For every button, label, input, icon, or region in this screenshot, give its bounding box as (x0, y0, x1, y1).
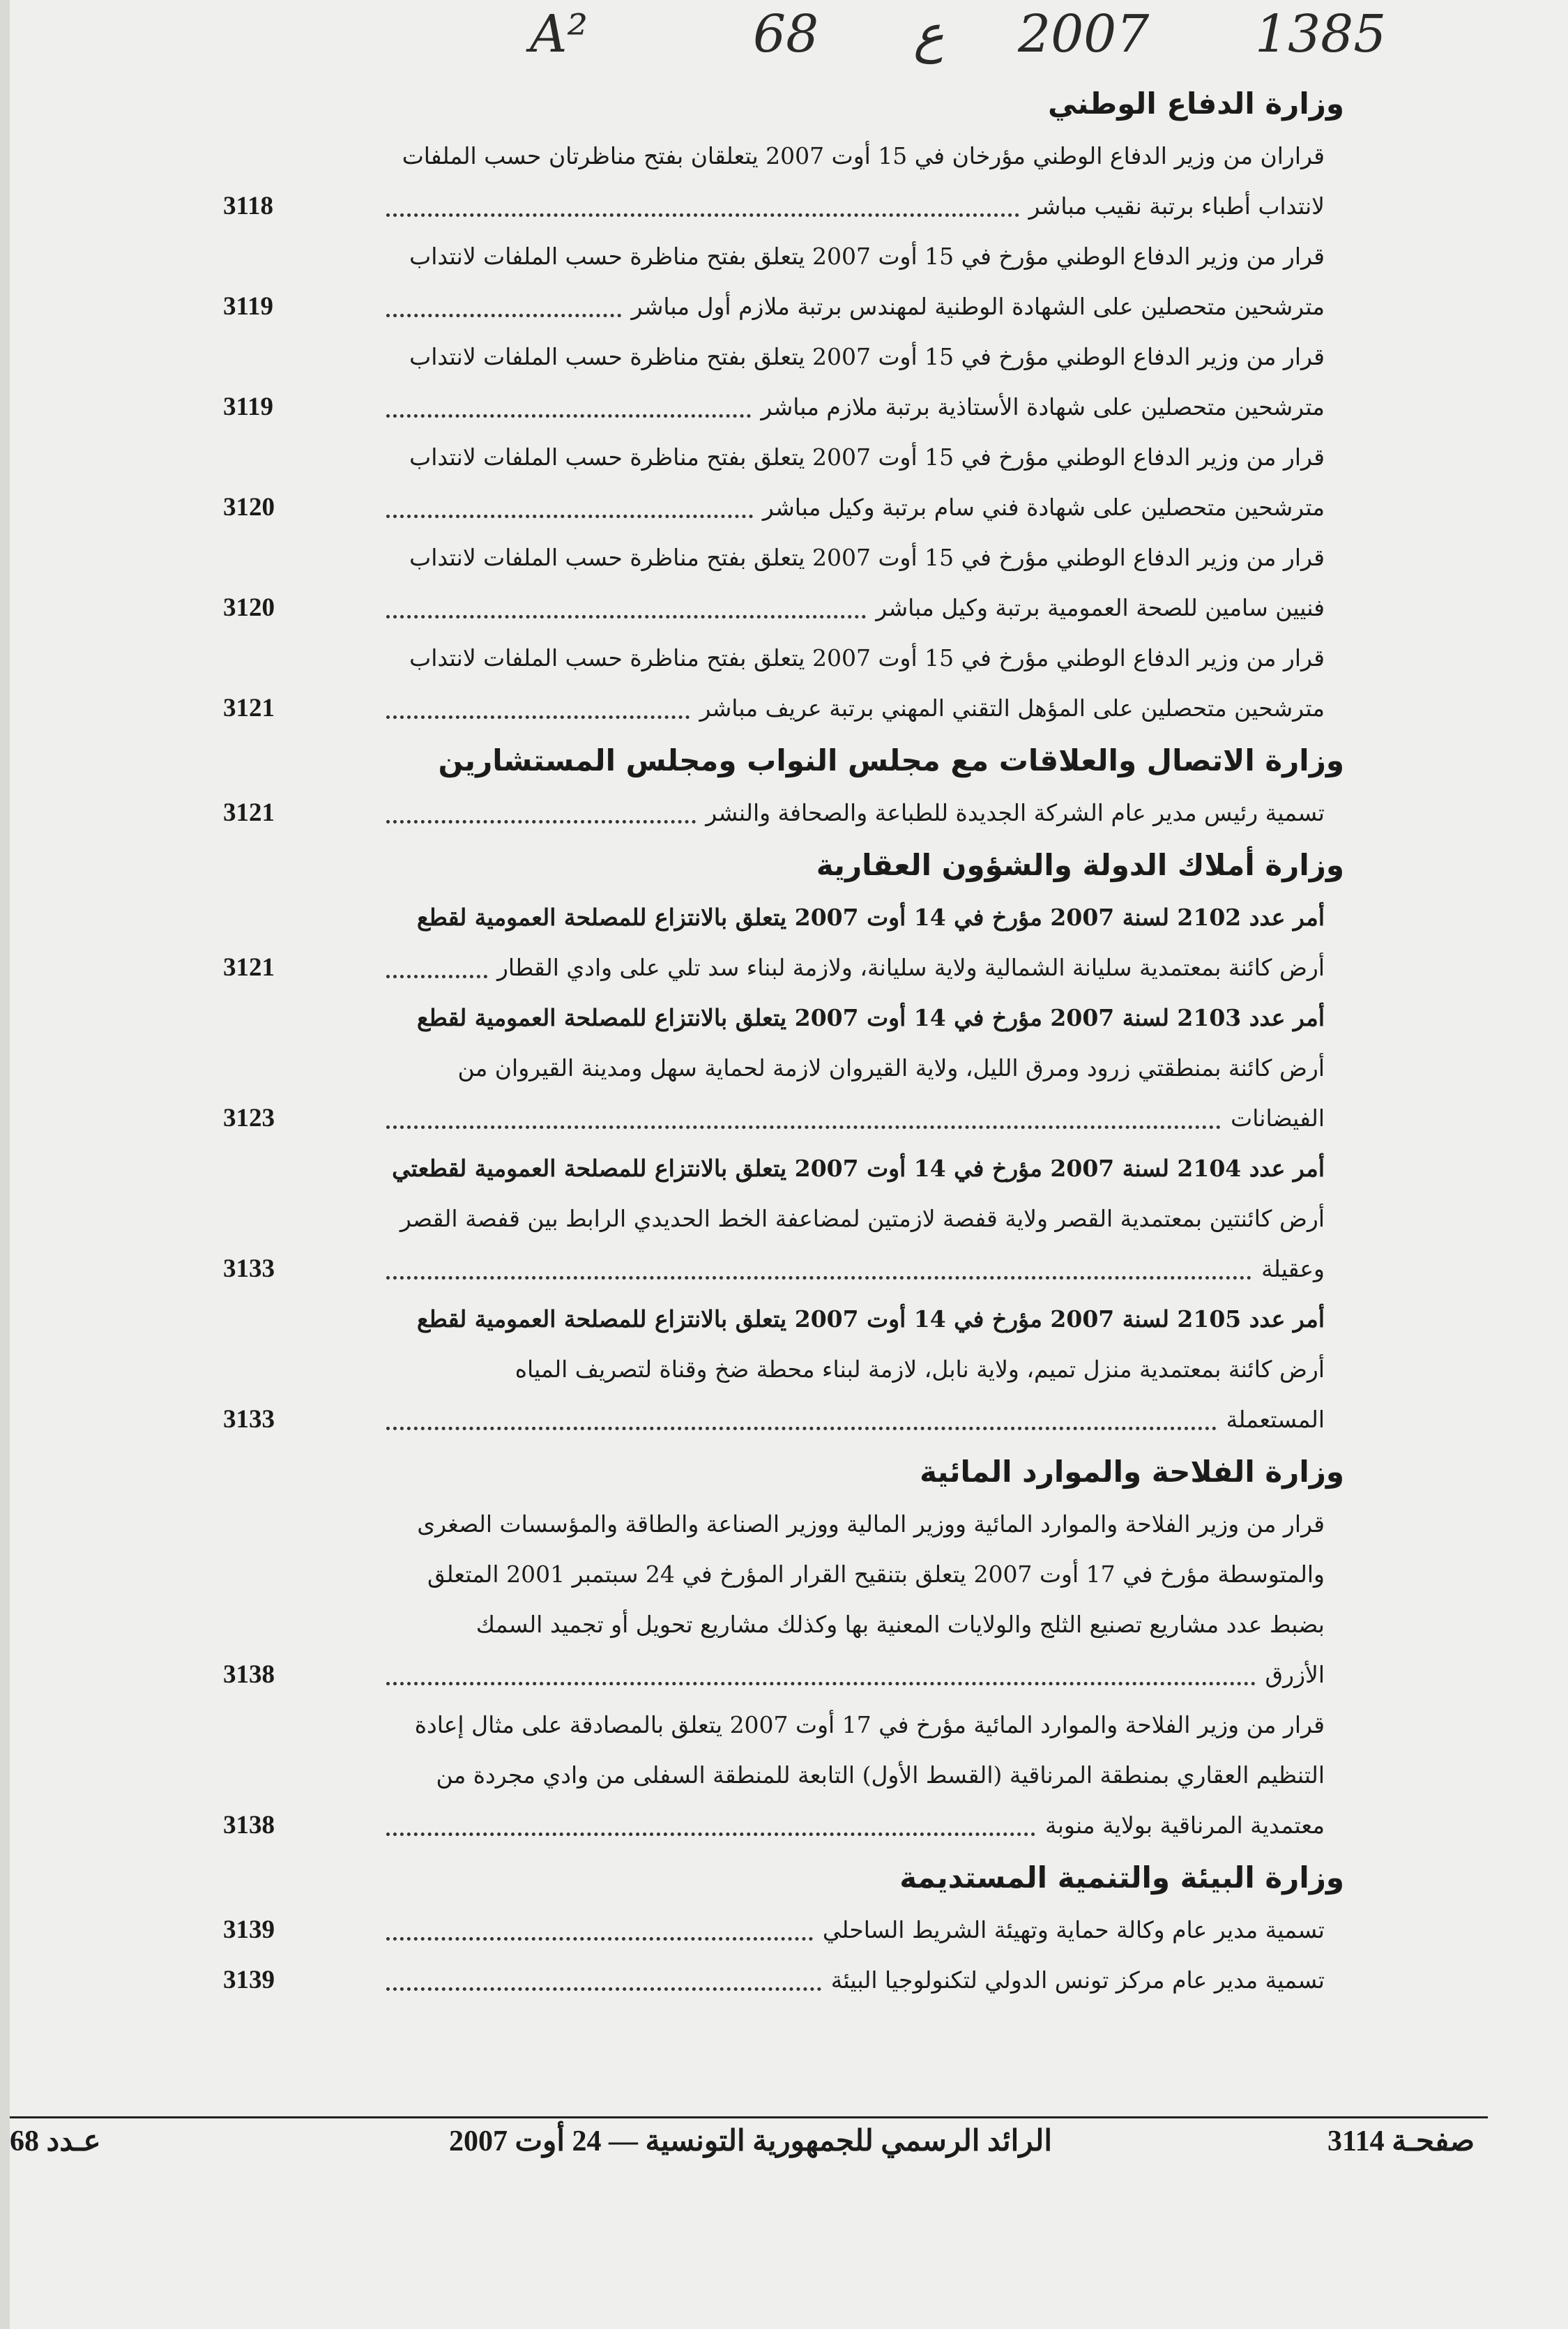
toc-entry[interactable] (223, 232, 1325, 332)
entry-last-line (376, 1395, 1325, 1445)
toc-entry[interactable] (223, 993, 1325, 1144)
handwritten-mark: ع (913, 4, 945, 64)
dot-leader (386, 212, 1019, 217)
ministry-heading: وزارة الفلاحة والموارد المائية (920, 1455, 1344, 1489)
entry-text: أمر عدد 2103 لسنة 2007 مؤرخ في 14 أوت 2007 يتعلق بالانتزاع للمصلحة العمومية لقطع (416, 1004, 1325, 1031)
dot-leader (386, 1425, 1217, 1430)
toc-entry[interactable] (223, 1144, 1325, 1294)
entry-page-number: 3133 (223, 1254, 275, 1283)
entry-text: فنيين سامين للصحة العمومية برتبة وكيل مباشر (876, 594, 1325, 621)
entry-last-line (376, 1093, 1325, 1144)
entry-last-line (376, 683, 1325, 734)
handwritten-mark: 2007 (1018, 4, 1150, 64)
entry-text: الأزرق (1265, 1661, 1325, 1688)
handwritten-mark: 68 (753, 4, 819, 64)
handwritten-mark: A² (530, 4, 588, 64)
entry-page-number: 3120 (223, 493, 275, 522)
entry-text: قرار من وزير الدفاع الوطني مؤرخ في 15 أوت 2007 يتعلق بفتح مناظرة حسب الملفات لانتداب (409, 243, 1325, 270)
table-of-contents (223, 77, 1344, 2005)
dot-leader (386, 1124, 1221, 1129)
toc-entry[interactable] (223, 788, 1325, 838)
scan-edge (0, 0, 10, 2329)
toc-entry[interactable] (223, 332, 1325, 432)
toc-entry[interactable] (223, 432, 1325, 533)
footer-publication: الرائد الرسمي للجمهورية التونسية — 24 أوت 2007 (449, 2125, 1052, 2157)
entry-last-line (376, 583, 1325, 633)
entry-page-number: 3121 (223, 798, 275, 827)
entry-last-line (376, 1650, 1325, 1700)
entry-text: أرض كائنة بمعتمدية منزل تميم، ولاية نابل، لازمة لبناء محطة ضخ وقناة لتصريف المياه (515, 1356, 1325, 1383)
entry-last-line (376, 1244, 1325, 1294)
entry-text: أرض كائنة بمعتمدية سليانة الشمالية ولاية سليانة، ولازمة لبناء سد تلي على وادي القطار (496, 954, 1325, 981)
toc-entry[interactable] (223, 1499, 1325, 1700)
dot-leader (386, 714, 690, 719)
entry-text: قرار من وزير الفلاحة والموارد المائية مؤرخ في 17 أوت 2007 يتعلق بالمصادقة على مثال إعادة (414, 1711, 1325, 1738)
entry-text: المستعملة (1226, 1406, 1325, 1433)
entry-page-number: 3118 (223, 192, 273, 220)
entry-text: أمر عدد 2104 لسنة 2007 مؤرخ في 14 أوت 2007 يتعلق بالانتزاع للمصلحة العمومية لقطعتي (392, 1155, 1325, 1182)
footer-rule (10, 2116, 1488, 2118)
entry-last-line (376, 1800, 1325, 1851)
dot-leader (386, 1681, 1256, 1685)
dot-leader (386, 973, 487, 978)
entry-last-line (376, 282, 1325, 332)
entry-last-line (376, 382, 1325, 432)
entry-last-line (376, 1905, 1325, 1955)
entry-page-number: 3139 (223, 1915, 275, 1944)
entry-page-number: 3120 (223, 593, 275, 622)
entry-text: أمر عدد 2105 لسنة 2007 مؤرخ في 14 أوت 2007 يتعلق بالانتزاع للمصلحة العمومية لقطع (416, 1305, 1325, 1333)
entry-text: الفيضانات (1231, 1105, 1325, 1132)
dot-leader (386, 819, 696, 824)
footer-page-number: صفحـة 3114 (1327, 2125, 1475, 2157)
entry-page-number: 3121 (223, 953, 275, 982)
entry-text: قرار من وزير الدفاع الوطني مؤرخ في 15 أوت 2007 يتعلق بفتح مناظرة حسب الملفات لانتداب (409, 544, 1325, 571)
entry-page-number: 3119 (223, 292, 273, 321)
entry-page-number: 3133 (223, 1405, 275, 1434)
entry-last-line (376, 788, 1325, 838)
entry-text: لانتداب أطباء برتبة نقيب مباشر (1028, 192, 1325, 220)
toc-entry[interactable] (223, 1700, 1325, 1851)
entry-text: مترشحين متحصلين على شهادة فني سام برتبة وكيل مباشر (762, 494, 1325, 521)
handwritten-annotation (488, 4, 1464, 88)
entry-last-line (376, 943, 1325, 993)
ministry-heading: وزارة البيئة والتنمية المستديمة (899, 1860, 1344, 1895)
footer-issue-number: عـدد 68 (10, 2125, 101, 2157)
dot-leader (386, 1831, 1035, 1836)
toc-entry[interactable] (223, 131, 1325, 232)
entry-last-line (376, 1955, 1325, 2005)
entry-text: بضبط عدد مشاريع تصنيع الثلج والولايات المعنية بها وكذلك مشاريع تحويل أو تجميد السمك (475, 1611, 1325, 1638)
dot-leader (386, 1275, 1251, 1280)
entry-text: تسمية مدير عام وكالة حماية وتهيئة الشريط الساحلي (822, 1916, 1325, 1943)
handwritten-mark: 1385 (1255, 4, 1387, 64)
toc-entry[interactable] (223, 893, 1325, 993)
dot-leader (386, 1986, 821, 1991)
entry-text: تسمية رئيس مدير عام الشركة الجديدة للطباعة والصحافة والنشر (706, 799, 1325, 826)
entry-text: تسمية مدير عام مركز تونس الدولي لتكنولوجيا البيئة (830, 1966, 1325, 1994)
entry-text: قرار من وزير الدفاع الوطني مؤرخ في 15 أوت 2007 يتعلق بفتح مناظرة حسب الملفات لانتداب (409, 644, 1325, 672)
toc-entry[interactable] (223, 1955, 1325, 2005)
entry-page-number: 3121 (223, 694, 275, 722)
dot-leader (386, 513, 753, 518)
entry-text: قرار من وزير الفلاحة والموارد المائية ووزير المالية ووزير الصناعة والطاقة والمؤسسات الصغرى (417, 1510, 1325, 1538)
entry-last-line (376, 483, 1325, 533)
toc-entry[interactable] (223, 1905, 1325, 1955)
entry-text: والمتوسطة مؤرخ في 17 أوت 2007 يتعلق بتنقيح القرار المؤرخ في 24 سبتمبر 2001 المتعلق (427, 1561, 1325, 1588)
entry-text: قرار من وزير الدفاع الوطني مؤرخ في 15 أوت 2007 يتعلق بفتح مناظرة حسب الملفات لانتداب (409, 343, 1325, 370)
ministry-heading: وزارة أملاك الدولة والشؤون العقارية (816, 848, 1344, 882)
toc-entry[interactable] (223, 633, 1325, 734)
entry-text: التنظيم العقاري بمنطقة المرناقية (القسط الأول) التابعة للمنطقة السفلى من وادي مجردة من (436, 1761, 1325, 1789)
entry-text: مترشحين متحصلين على المؤهل التقني المهني برتبة عريف مباشر (699, 695, 1325, 722)
entry-last-line (376, 181, 1325, 232)
entry-page-number: 3138 (223, 1660, 275, 1689)
toc-entry[interactable] (223, 1294, 1325, 1445)
dot-leader (386, 413, 751, 418)
dot-leader (386, 312, 621, 317)
dot-leader (386, 1936, 813, 1941)
entry-page-number: 3123 (223, 1104, 275, 1132)
dot-leader (386, 614, 866, 619)
entry-page-number: 3139 (223, 1966, 275, 1994)
entry-text: أمر عدد 2102 لسنة 2007 مؤرخ في 14 أوت 2007 يتعلق بالانتزاع للمصلحة العمومية لقطع (416, 904, 1325, 931)
entry-text: مترشحين متحصلين على الشهادة الوطنية لمهندس برتبة ملازم أول مباشر (631, 293, 1325, 320)
entry-text: مترشحين متحصلين على شهادة الأستاذية برتبة ملازم مباشر (761, 393, 1325, 420)
entry-text: وعقيلة (1261, 1255, 1325, 1282)
page-footer (10, 2123, 1488, 2172)
ministry-heading: وزارة الاتصال والعلاقات مع مجلس النواب ومجلس المستشارين (438, 743, 1344, 777)
entry-text: قرار من وزير الدفاع الوطني مؤرخ في 15 أوت 2007 يتعلق بفتح مناظرة حسب الملفات لانتداب (409, 443, 1325, 471)
entry-text: أرض كائنة بمنطقتي زرود ومرق الليل، ولاية القيروان لازمة لحماية سهل ومدينة القيروان من (457, 1054, 1325, 1082)
entry-text: معتمدية المرناقية بولاية منوبة (1045, 1812, 1325, 1839)
entry-text: قراران من وزير الدفاع الوطني مؤرخان في 15 أوت 2007 يتعلقان بفتح مناظرتان حسب الملفات (402, 142, 1325, 169)
entry-page-number: 3138 (223, 1811, 275, 1839)
entry-text: أرض كائنتين بمعتمدية القصر ولاية قفصة لازمتين لمضاعفة الخط الحديدي الرابط بين قفصة القصر (399, 1205, 1325, 1232)
ministry-heading: وزارة الدفاع الوطني (1048, 86, 1344, 121)
toc-entry[interactable] (223, 533, 1325, 633)
entry-page-number: 3119 (223, 393, 273, 421)
